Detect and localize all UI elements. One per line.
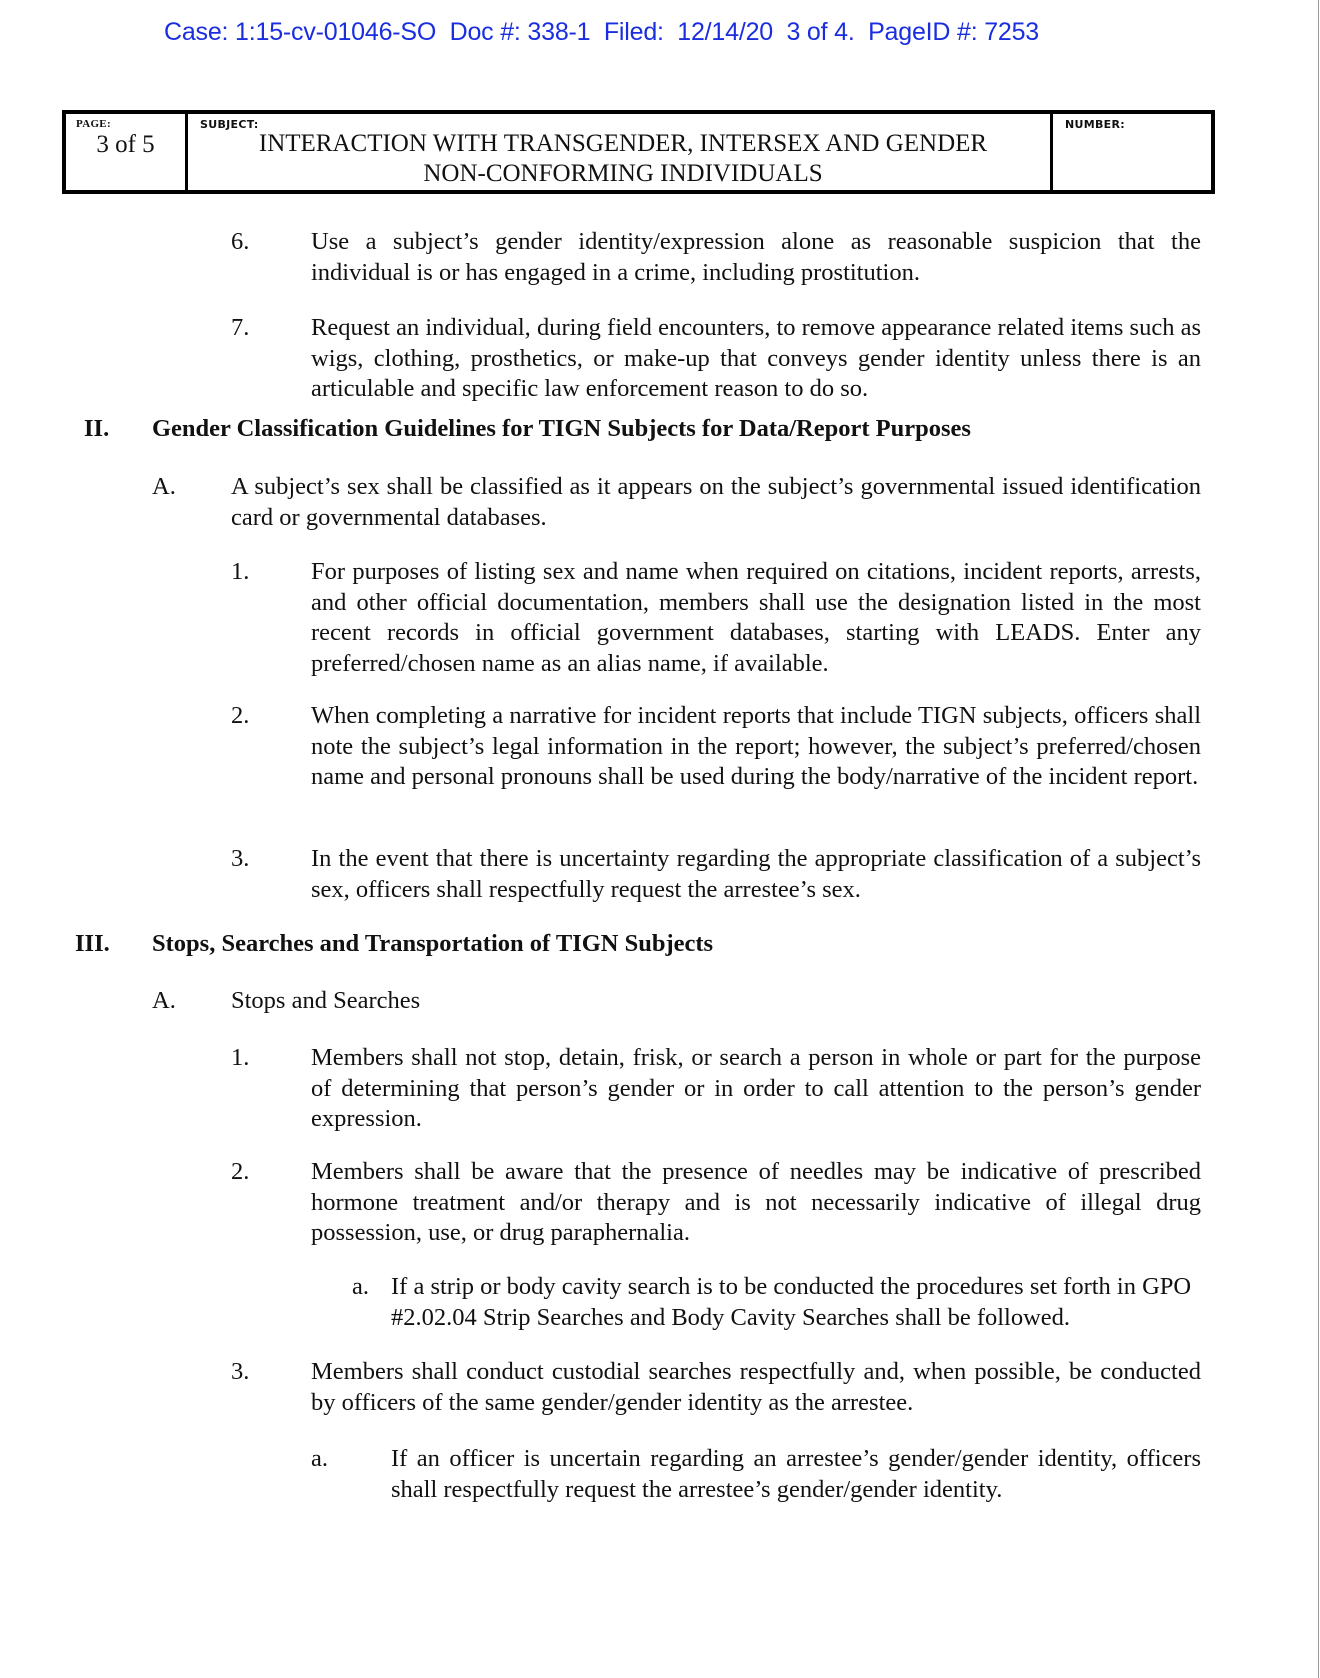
item-6-number: 6. bbox=[231, 228, 250, 255]
subject-title bbox=[188, 129, 1050, 189]
section-2-item-3-text: In the event that there is uncertainty regarding the appropriate classification of a subject’s sex, officers shall respectfully request the arrestee’s sex. bbox=[311, 845, 1201, 903]
item-7-number: 7. bbox=[231, 314, 250, 341]
section-2-item-2-text: When completing a narrative for incident reports that include TIGN subjects, officers shall note the subject’s legal information in the report; however, the subject’s preferred/chosen name and personal pronouns shall be used during the body/narrative of the incident report. bbox=[311, 702, 1201, 790]
section-3-item-2-number: 2. bbox=[231, 1158, 250, 1185]
page-edge-divider bbox=[1318, 0, 1319, 1678]
subject-title-line2: NON-CONFORMING INDIVIDUALS bbox=[423, 160, 823, 187]
page-label: PAGE: bbox=[76, 118, 111, 130]
section-3-item-3a-text: If an officer is uncertain regarding an arrestee’s gender/gender identity, officers shall respectfully request the arrestee’s gender/gender identity. bbox=[391, 1445, 1201, 1503]
section-3-item-1-number: 1. bbox=[231, 1044, 250, 1071]
section-3-title: Stops, Searches and Transportation of TIGN Subjects bbox=[152, 930, 714, 957]
section-2-item-2-number: 2. bbox=[231, 702, 250, 729]
subject-title-line1: INTERACTION WITH TRANSGENDER, INTERSEX AND GENDER bbox=[258, 130, 988, 157]
section-3-item-2-text: Members shall be aware that the presence of needles may be indicative of prescribed hormone treatment and/or therapy and is not necessarily indicative of illegal drug possession, use, or drug paraphernalia. bbox=[311, 1158, 1201, 1246]
item-6-text: Use a subject’s gender identity/expression alone as reasonable suspicion that the individual is or has engaged in a crime, including prostitution. bbox=[311, 228, 1201, 286]
number-label: NUMBER: bbox=[1065, 118, 1125, 131]
section-2-item-1-number: 1. bbox=[231, 558, 250, 585]
item-7-text: Request an individual, during field encounters, to remove appearance related items such as wigs, clothing, prosthetics, or make-up that conveys gender identity unless there is an articulable and specific law enforcement reason to do so. bbox=[311, 314, 1201, 402]
section-2-item-3-number: 3. bbox=[231, 845, 250, 872]
page-cell bbox=[66, 114, 188, 190]
number-cell bbox=[1053, 114, 1211, 190]
subject-label: SUBJECT: bbox=[200, 118, 259, 131]
document-header-box bbox=[62, 110, 1215, 194]
section-3-number: III. bbox=[75, 930, 110, 957]
section-2-item-1-text: For purposes of listing sex and name when required on citations, incident reports, arrests, and other official documentation, members shall use the designation listed in the most recent records in official government databases, starting with LEADS. Enter any preferred/chosen name as an alias name, if available. bbox=[311, 558, 1201, 677]
section-3-a-letter: A. bbox=[152, 987, 176, 1014]
section-3-item-2a-letter: a. bbox=[352, 1273, 369, 1300]
court-filing-stamp: Case: 1:15-cv-01046-SO Doc #: 338-1 Filed: 12/14/20 3 of 4. PageID #: 7253 bbox=[164, 18, 1040, 46]
page-value: 3 of 5 bbox=[96, 131, 155, 158]
section-3-item-2a-text: If a strip or body cavity search is to be conducted the procedures set forth in GPO #2.02.04 Strip Searches and Body Cavity Searches shall be followed. bbox=[391, 1273, 1192, 1331]
section-2-title: Gender Classification Guidelines for TIGN Subjects for Data/Report Purposes bbox=[152, 415, 971, 442]
section-3-item-1-text: Members shall not stop, detain, frisk, or search a person in whole or part for the purpose of determining that person’s gender or in order to call attention to the person’s gender expression. bbox=[311, 1044, 1201, 1132]
section-3-item-3a-letter: a. bbox=[311, 1445, 328, 1472]
subject-cell bbox=[188, 114, 1053, 190]
section-2-number: II. bbox=[84, 415, 110, 442]
section-3-item-3-text: Members shall conduct custodial searches respectfully and, when possible, be conducted by officers of the same gender/gender identity as the arrestee. bbox=[311, 1358, 1201, 1416]
section-2-a-letter: A. bbox=[152, 473, 176, 500]
section-3-a-text: Stops and Searches bbox=[231, 987, 421, 1014]
section-3-item-3-number: 3. bbox=[231, 1358, 250, 1385]
section-2-a-text: A subject’s sex shall be classified as it appears on the subject’s governmental issued identification card or governmental databases. bbox=[231, 473, 1201, 531]
